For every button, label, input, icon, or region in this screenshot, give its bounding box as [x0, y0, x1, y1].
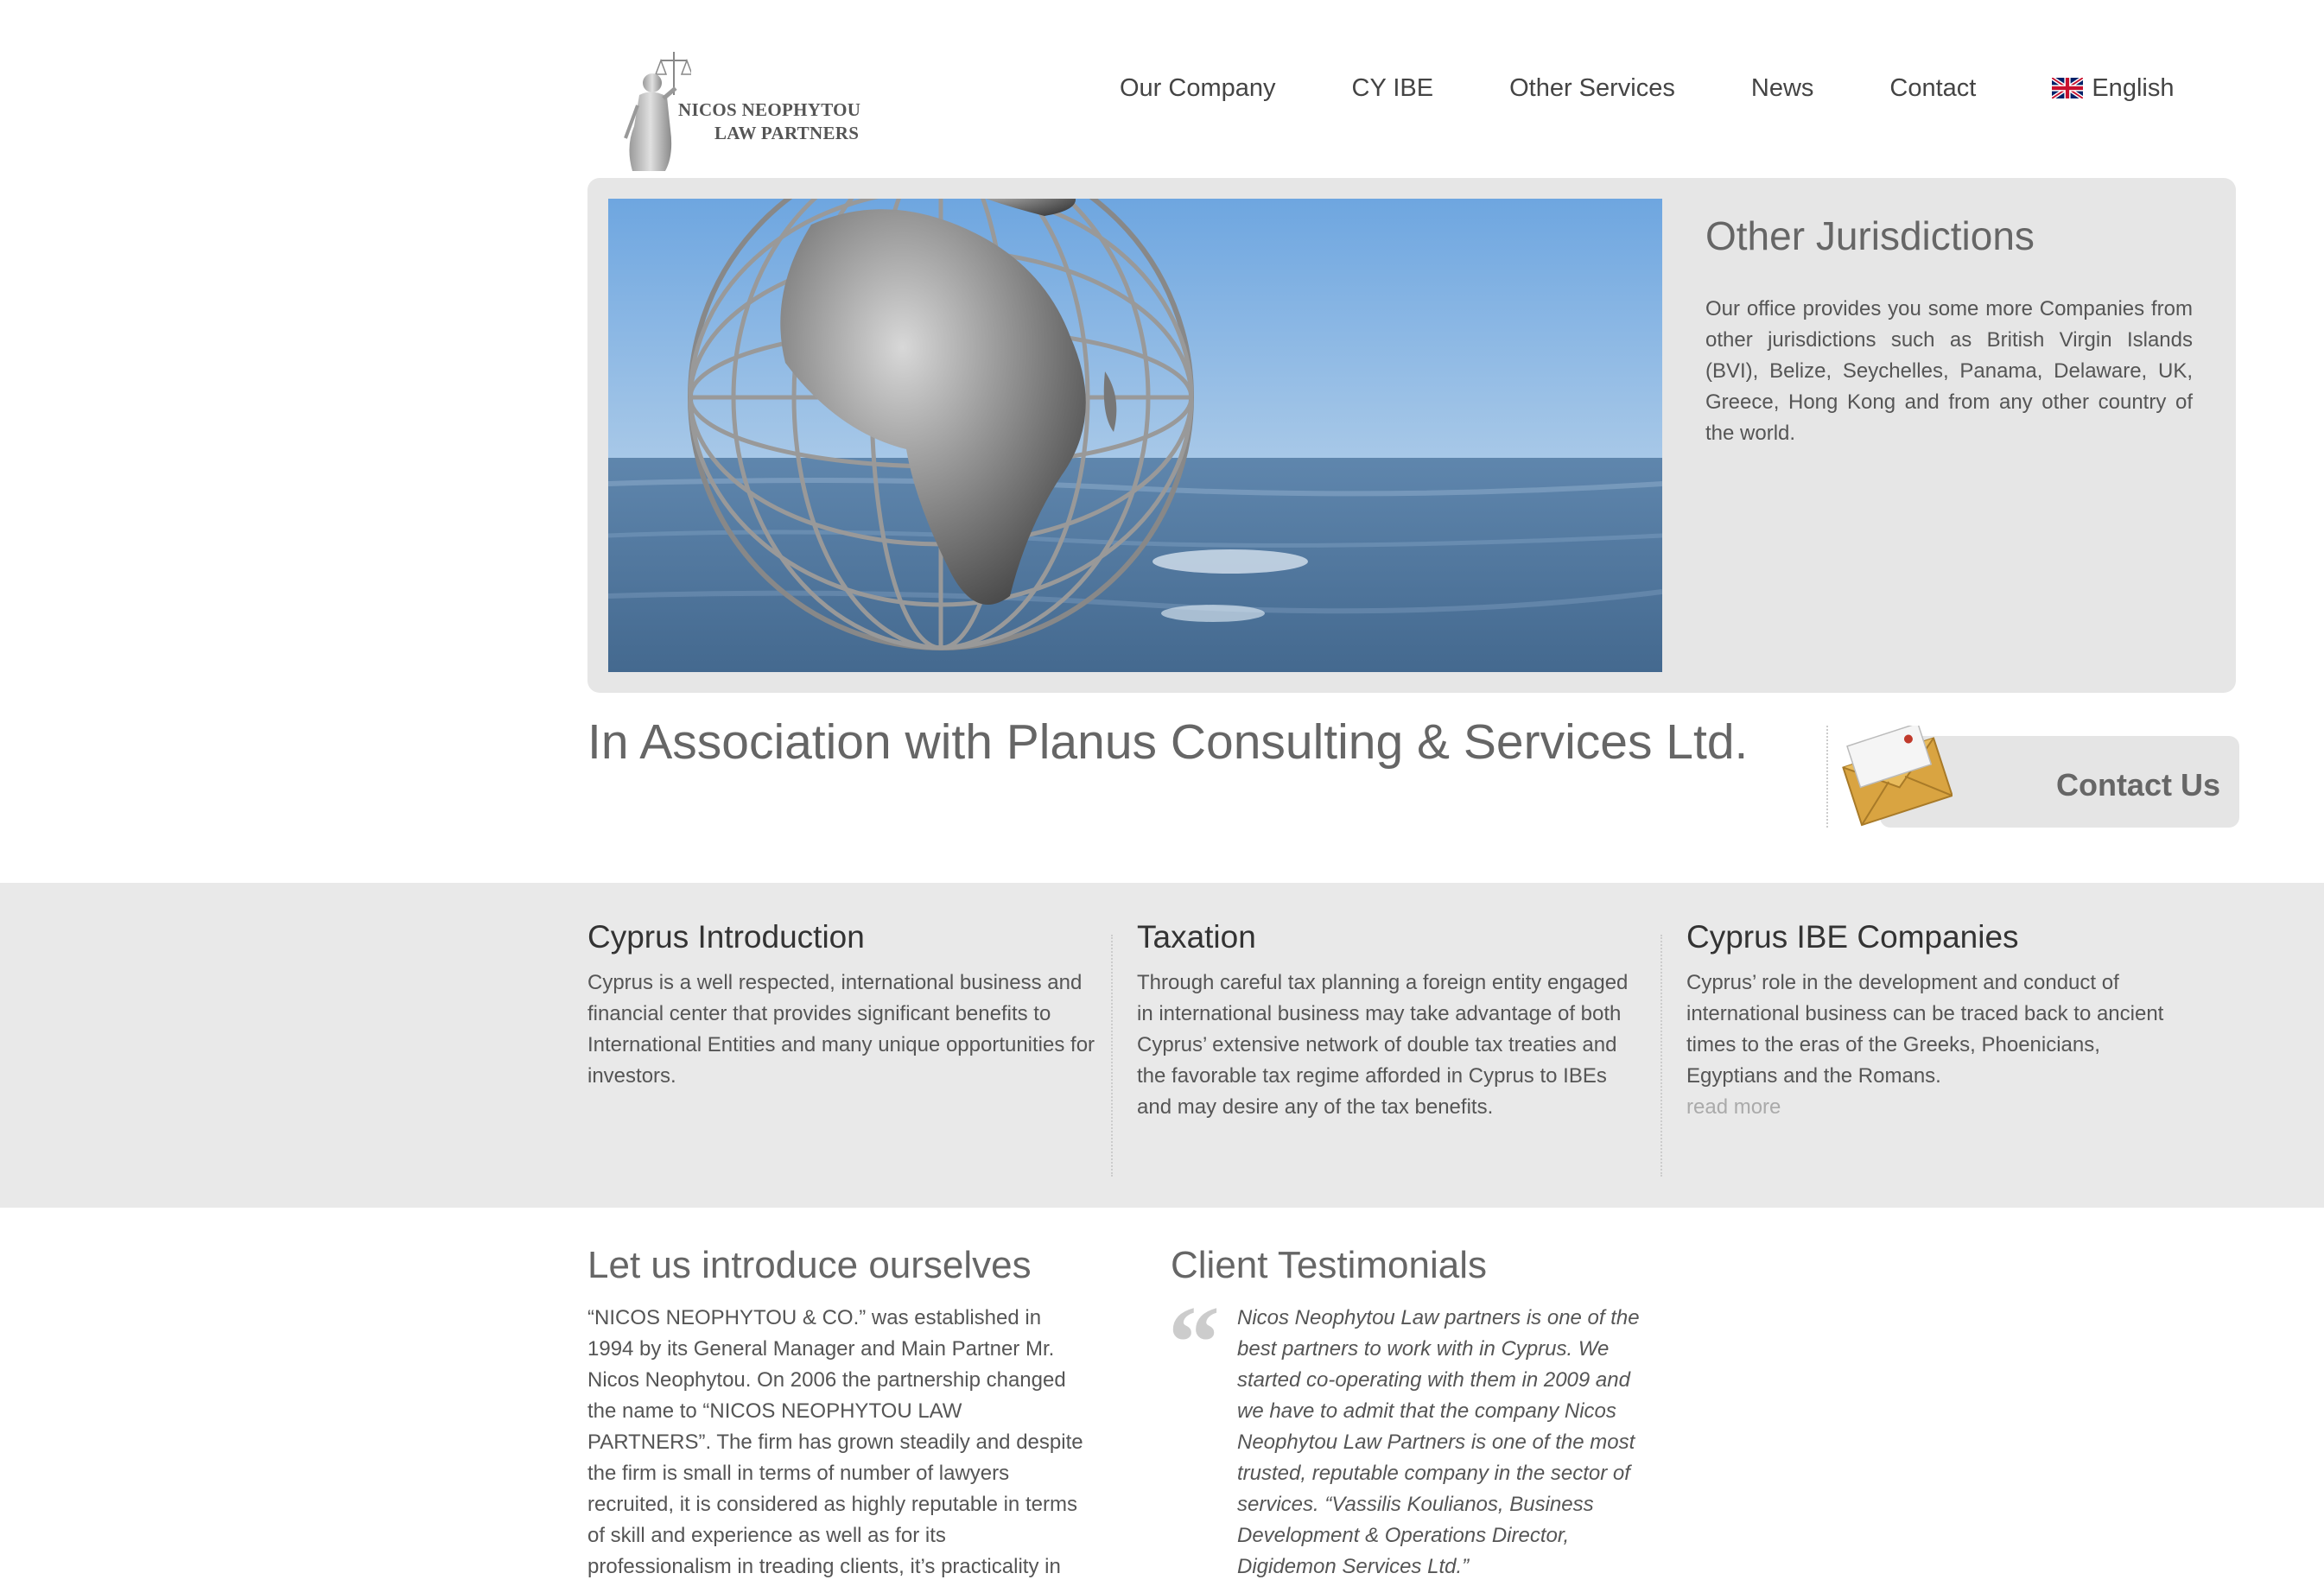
logo-line-2: LAW PARTNERS: [714, 123, 860, 143]
testimonial-text: Nicos Neophytou Law partners is one of the best partners to work with in Cyprus. We started co-operating with them in 2009 and we have to admit that the company Nicos Neophytou Law Partners is one of the most trusted, reputable company in the sector of services. “Vassilis Koulianos, Business Development & Operations Director, Digidemon Services Ltd.”: [1237, 1306, 1640, 1578]
nav-news[interactable]: News: [1750, 73, 1814, 102]
feature-text: Cyprus is a well respected, international business and financial center that provides significant benefits to International Entities and many unique opportunities for investors.: [587, 971, 1095, 1088]
feature-cyprus-introduction: [587, 919, 1097, 1092]
quote-mark-icon: “: [1168, 1285, 1220, 1399]
envelope-icon: [1840, 726, 1953, 829]
contact-us-label: Contact Us: [2055, 767, 2220, 803]
feature-text: Cyprus’ role in the development and conduct of international business can be traced back to ancient times to the eras of the Greeks, Phoenicians, Egyptians and the Romans.: [1686, 971, 2164, 1088]
logo-line-1: NICOS NEOPHYTOU: [678, 99, 861, 120]
site-logo[interactable]: [613, 43, 873, 173]
language-selector[interactable]: [2052, 74, 2174, 103]
language-label: English: [2092, 73, 2175, 102]
feature-cyprus-ibe-companies: [1686, 919, 2179, 1123]
nav-cy-ibe[interactable]: CY IBE: [1351, 73, 1434, 102]
testimonials-title: Client Testimonials: [1171, 1244, 1488, 1286]
contact-us-button[interactable]: [1826, 726, 2239, 828]
feature-divider: [1111, 935, 1113, 1177]
hero-slider: [587, 178, 2236, 693]
nav-contact[interactable]: Contact: [1889, 73, 1977, 102]
logo-text: [678, 98, 860, 145]
feature-title: Cyprus Introduction: [587, 919, 865, 955]
slide-text: Our office provides you some more Companies from other jurisdictions such as British Virgin Islands (BVI), Belize, Seychelles, Panama, Delaware, UK, Greece, Hong Kong and from any other country of the world.: [1705, 297, 2193, 445]
intro-text: “NICOS NEOPHYTOU & CO.” was established in 1994 by its General Manager and Main Partner Mr. Nicos Neophytou. On 2006 the partnership changed the name to “NICOS NEOPHYTOU LAW PARTNERS”. The firm has grown steadily and despite the firm is small in terms of number of lawyers recruited, it is considered as highly reputable in terms of skill and experience as well as for its professionalism in treading clients, it’s practicality in: [587, 1306, 1083, 1578]
slide-title: Other Jurisdictions: [1705, 213, 2035, 258]
main-nav: [1120, 71, 2174, 105]
association-heading: In Association with Planus Consulting & Services Ltd.: [587, 714, 1749, 770]
read-more-link[interactable]: read more: [1686, 1095, 1781, 1119]
feature-title: Taxation: [1137, 919, 1256, 955]
nav-other-services[interactable]: Other Services: [1509, 73, 1675, 102]
nav-our-company[interactable]: Our Company: [1120, 73, 1276, 102]
intro-title: Let us introduce ourselves: [587, 1244, 1032, 1286]
uk-flag-icon: [2052, 78, 2083, 98]
globe-illustration: [608, 199, 1662, 672]
feature-divider: [1660, 935, 1662, 1177]
feature-title: Cyprus IBE Companies: [1686, 919, 2019, 955]
feature-taxation: [1137, 919, 1647, 1123]
feature-text: Through careful tax planning a foreign entity engaged in international business may take advantage of both Cyprus’ extensive network of double tax treaties and the favorable tax regime afforded in Cyprus to IBEs and may desire any of the tax benefits.: [1137, 971, 1629, 1119]
globe-image: [608, 199, 1662, 672]
features-band: [0, 883, 2324, 1208]
